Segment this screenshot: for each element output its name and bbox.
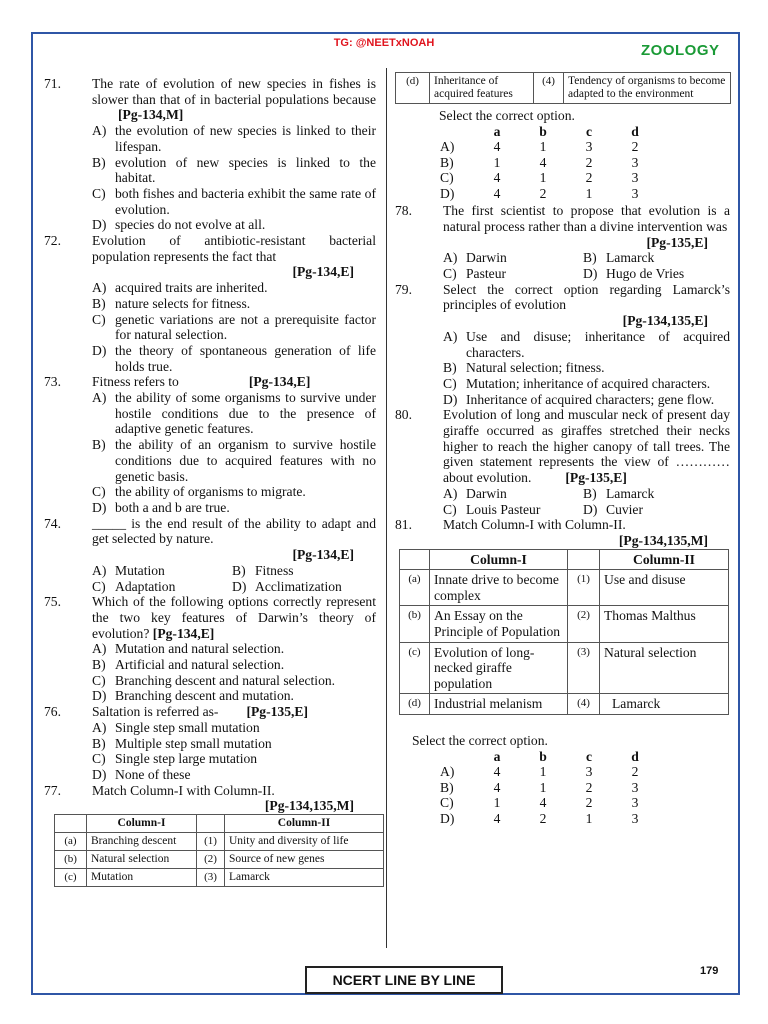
- question-74: 74. _____ is the end result of the ability to adapt and get selected by nature. [Pg-134,E] A) Mutation B) Fitness C) Adaptation D) Acclimatization: [44, 515, 376, 594]
- question-text: Match Column-I with Column-II.: [443, 517, 626, 533]
- option-d: Acclimatization: [255, 578, 342, 594]
- option-b: evolution of new species is linked to the habitat.: [115, 154, 376, 186]
- option-c: Louis Pasteur: [466, 501, 541, 517]
- question-text: Select the correct option regarding Lamarck’s principles of evolution: [443, 281, 730, 313]
- answer-row: A) 4 1 3 2: [440, 764, 639, 780]
- option-a: the ability of some organisms to survive under hostile conditions due to the presence of adaptive genetic features.: [115, 390, 376, 437]
- column-header: Column-I: [87, 815, 197, 833]
- option-a: Mutation: [115, 562, 165, 578]
- question-number: 77.: [44, 782, 61, 798]
- option-c: genetic variations are not a prerequisite factor for natural selection.: [115, 311, 376, 343]
- column-header: Column-II: [225, 815, 384, 833]
- table-row: (d) Inheritance of acquired features (4) Tendency of organisms to become adapted to the environment: [396, 73, 731, 104]
- answer-row: D) 4 2 1 3: [440, 185, 639, 201]
- option-d: the theory of spontaneous generation of life holds true.: [115, 342, 376, 374]
- option-a: acquired traits are inherited.: [115, 280, 268, 296]
- option-b: nature selects for fitness.: [115, 295, 251, 311]
- option-d: species do not evolve at all.: [115, 217, 266, 233]
- select-prompt: Select the correct option.: [439, 108, 575, 123]
- footer-title: NCERT LINE BY LINE: [305, 966, 503, 994]
- question-text: Evolution of antibiotic-resistant bacterial population represents the fact that: [92, 233, 376, 264]
- page-ref: [Pg-134,135,E]: [622, 313, 708, 329]
- answer-grid-81: a b c d A) 4 1 3 2 B) 4 1 2 3 C) 1 4 2 3 D) 4 2 1 3: [440, 749, 730, 827]
- page-ref: [Pg-135,E]: [246, 704, 308, 720]
- column-header: Column-II: [600, 549, 729, 570]
- option-a: Darwin: [466, 250, 507, 266]
- question-text: Evolution of long and muscular neck of present day giraffe occurred as giraffes stretched their necks higher to reach the higher canopy of tall trees. The given statement represents the view of ………… about evolution.: [443, 407, 730, 486]
- question-text: The rate of evolution of new species in fishes is slower than that of in bacterial populations because: [92, 76, 376, 107]
- answer-row: D) 4 2 1 3: [440, 810, 639, 826]
- answer-row: C) 1 4 2 3: [440, 795, 639, 811]
- question-text: Saltation is referred as-: [92, 704, 219, 720]
- column-header: Column-I: [430, 549, 568, 570]
- option-b: the ability of an organism to survive hostile conditions due to acquired features with no genetic basis.: [115, 437, 376, 484]
- option-a: Darwin: [466, 485, 507, 501]
- page-ref: [Pg-134,135,M]: [618, 532, 708, 548]
- option-a: Single step small mutation: [115, 719, 260, 735]
- option-c: Mutation; inheritance of acquired characters.: [466, 375, 711, 391]
- question-number: 79.: [395, 281, 412, 297]
- option-c: Pasteur: [466, 266, 507, 282]
- question-number: 81.: [395, 517, 412, 533]
- match-table-81: [399, 549, 729, 715]
- page-ref: [Pg-134,E]: [292, 547, 354, 563]
- option-a: Mutation and natural selection.: [115, 641, 285, 657]
- question-80: 80. Evolution of long and muscular neck of present day giraffe occurred as giraffes stretched their necks higher to reach the higher canopy of tall trees. The given statement represents the view of ………… about evolution. [Pg-135,E] A) Darwin B) Lamarck C) Louis Pasteur D) Cuvier: [395, 407, 730, 517]
- question-number: 71.: [44, 76, 61, 91]
- answer-row: B) 4 1 2 3: [440, 779, 639, 795]
- table-row: (a) Branching descent (1) Unity and diversity of life: [55, 833, 384, 851]
- option-c: the ability of organisms to migrate.: [115, 484, 306, 500]
- answer-row: A) 4 1 3 2: [440, 139, 639, 155]
- page-ref: [Pg-134,135,M]: [264, 798, 354, 814]
- option-a: Use and disuse; inheritance of acquired characters.: [466, 328, 730, 360]
- column-divider: [386, 68, 387, 948]
- question-text: Fitness refers to: [92, 374, 179, 390]
- table-row: (c) Mutation (3) Lamarck: [55, 869, 384, 887]
- option-c: Adaptation: [115, 578, 176, 594]
- question-76: 76. Saltation is referred as- [Pg-135,E] A) Single step small mutation B) Multiple step small mutation C) Single step large mutation D) None of these: [44, 704, 376, 783]
- select-prompt: Select the correct option.: [412, 733, 548, 749]
- page-ref: [Pg-134,M]: [118, 107, 184, 123]
- question-text: Which of the following options correctly represent the two key features of Darwin’s theory of evolution?: [92, 594, 376, 641]
- question-number: 75.: [44, 594, 61, 610]
- answer-row: C) 4 1 2 3: [440, 170, 639, 186]
- question-77: [44, 783, 376, 887]
- option-b: Lamarck: [606, 485, 655, 501]
- question-number: 72.: [44, 233, 61, 249]
- question-81: [395, 517, 730, 826]
- option-c: Single step large mutation: [115, 751, 258, 767]
- option-c: both fishes and bacteria exhibit the same rate of evolution.: [115, 185, 376, 217]
- table-row: (a) Innate drive to become complex (1) Use and disuse: [400, 570, 729, 606]
- telegram-handle: TG: @NEETxNOAH: [333, 37, 435, 49]
- table-row: (b) Natural selection (2) Source of new genes: [55, 851, 384, 869]
- option-d: Cuvier: [606, 501, 643, 517]
- option-b: Lamarck: [606, 250, 655, 266]
- page-ref: [Pg-135,E]: [646, 234, 708, 250]
- option-d: Hugo de Vries: [606, 266, 685, 282]
- table-row: (b) An Essay on the Principle of Population (2) Thomas Malthus: [400, 606, 729, 642]
- subject-title: ZOOLOGY: [641, 42, 720, 59]
- option-b: Artificial and natural selection.: [115, 657, 285, 673]
- question-text: _____ is the end result of the ability to adapt and get selected by nature.: [92, 515, 376, 547]
- question-71: 71. The rate of evolution of new species in fishes is slower than that of in bacterial populations because [Pg-134,M] A) the evolution of new species is linked to their lifespan. B) evolution of new species is linked to the habitat. C) both fishes and bacteria exhibit the same rate of evolution. D) species do not evolve at all.: [44, 76, 376, 233]
- option-b: Fitness: [255, 562, 294, 578]
- option-a: the evolution of new species is linked to their lifespan.: [115, 123, 376, 154]
- question-75: 75. Which of the following options correctly represent the two key features of Darwin’s theory of evolution? [Pg-134,E] A) Mutation and natural selection. B) Artificial and natural selection. C) Branching descent and natural selection. D) Branching descent and mutation.: [44, 594, 376, 704]
- option-d: both a and b are true.: [115, 499, 230, 515]
- option-d: None of these: [115, 766, 191, 782]
- question-73: 73. Fitness refers to [Pg-134,E] A) the ability of some organisms to survive under hostile conditions due to the presence of adaptive genetic features. B) the ability of an organism to survive hostile conditions due to acquired features with no genetic basis. C) the ability of organisms to migrate. D) both a and b are true.: [44, 374, 376, 515]
- question-text: The first scientist to propose that evolution is a natural process rather than a divine intervention was: [443, 203, 730, 234]
- page-ref: [Pg-134,E]: [248, 374, 311, 390]
- question-text: Match Column-I with Column-II.: [92, 782, 275, 798]
- left-column: [44, 76, 376, 887]
- option-b: Natural selection; fitness.: [466, 360, 605, 376]
- question-78: 78. The first scientist to propose that evolution is a natural process rather than a divine intervention was [Pg-135,E] A) Darwin B) Lamarck C) Pasteur D) Hugo de Vries: [395, 203, 730, 282]
- question-number: 76.: [44, 704, 61, 720]
- question-number: 73.: [44, 374, 61, 390]
- match-table-77-continued: [395, 72, 731, 104]
- page-ref: [Pg-135,E]: [565, 470, 627, 486]
- question-72: 72. Evolution of antibiotic-resistant bacterial population represents the fact that [Pg-134,E] A) acquired traits are inherited. B) nature selects for fitness. C) genetic variations are not a prerequisite factor for natural selection. D) the theory of spontaneous generation of life holds true.: [44, 233, 376, 374]
- answer-row: B) 1 4 2 3: [440, 154, 639, 170]
- option-d: Inheritance of acquired characters; gene flow.: [466, 391, 715, 407]
- option-b: Multiple step small mutation: [115, 735, 272, 751]
- table-row: (c) Evolution of long-necked giraffe population (3) Natural selection: [400, 642, 729, 694]
- page-ref: [Pg-134,E]: [292, 264, 354, 280]
- question-number: 80.: [395, 407, 412, 423]
- question-number: 74.: [44, 515, 61, 531]
- match-table-77: [54, 814, 384, 887]
- page-ref: [Pg-134,E]: [152, 625, 215, 641]
- answer-grid-77: a b c d A) 4 1 3 2 B) 1 4 2 3 C) 4 1 2 3 D) 4 2 1 3: [440, 124, 730, 202]
- page-number: 179: [700, 965, 719, 977]
- option-c: Branching descent and natural selection.: [115, 672, 336, 688]
- question-number: 78.: [395, 203, 412, 219]
- question-79: 79. Select the correct option regarding Lamarck’s principles of evolution [Pg-134,135,E] A) Use and disuse; inheritance of acquired characters. B) Natural selection; fitness. C) Mutation; inheritance of acquired characters. D) Inheritance of acquired characters; gene flow.: [395, 281, 730, 407]
- table-row: (d) Industrial melanism (4) Lamarck: [400, 694, 729, 715]
- option-d: Branching descent and mutation.: [115, 688, 294, 704]
- right-column: [395, 76, 730, 826]
